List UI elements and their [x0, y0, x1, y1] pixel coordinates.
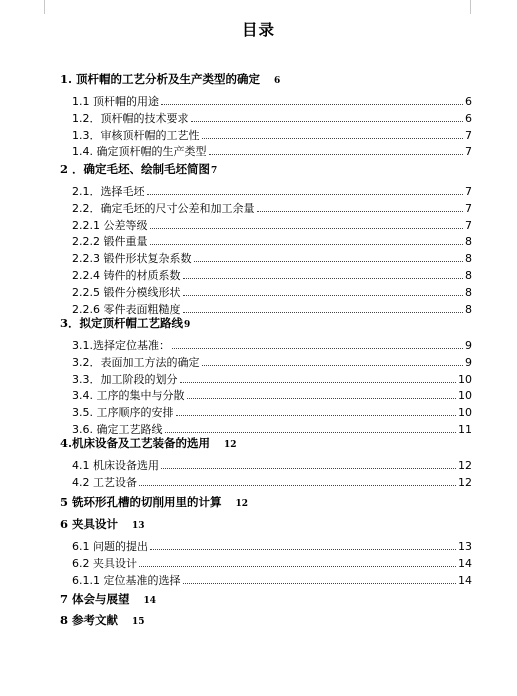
toc-entry-label: 4.2 工艺设备: [72, 475, 137, 489]
toc-entry-label: 3.1.选择定位基准：: [72, 339, 170, 352]
toc-entry[interactable]: [72, 129, 472, 142]
toc-entry-label: 3.2．表面加工方法的确定: [72, 355, 200, 369]
toc-section-page-number: 12: [224, 440, 237, 450]
toc-entry[interactable]: [72, 235, 472, 248]
toc-dot-leader: [183, 312, 464, 313]
toc-entry-page-number: 7: [465, 185, 472, 198]
toc-section-page-number: 15: [132, 617, 145, 627]
toc-entry[interactable]: [72, 112, 472, 125]
toc-entry-label: 6.1.1 定位基准的选择: [72, 573, 181, 587]
toc-dot-leader: [180, 382, 457, 383]
toc-entry-page-number: 8: [465, 302, 472, 316]
toc-entry-page-number: 7: [465, 218, 472, 232]
toc-entry-label: 2.1．选择毛坯: [72, 185, 145, 198]
toc-section-heading[interactable]: [60, 517, 145, 533]
toc-entry-page-number: 12: [458, 475, 472, 489]
toc-dot-leader: [257, 211, 464, 212]
toc-dot-leader: [183, 583, 457, 584]
toc-entry[interactable]: [72, 423, 472, 436]
toc-entry-label: 6.2 夹具设计: [72, 556, 137, 570]
toc-entry[interactable]: [72, 574, 472, 587]
toc-entry[interactable]: [72, 145, 472, 158]
toc-entry-page-number: 6: [465, 111, 472, 125]
toc-entry[interactable]: [72, 459, 472, 472]
toc-section-label: 5 铣环形孔槽的切削用里的计算: [60, 495, 222, 509]
toc-section-page-number: 7: [211, 166, 218, 176]
toc-entry[interactable]: [72, 339, 472, 352]
toc-entry-label: 2.2.6 零件表面粗糙度: [72, 302, 181, 316]
toc-entry-label: 3.6. 确定工艺路线: [72, 423, 163, 436]
toc-dot-leader: [191, 121, 464, 122]
toc-dot-leader: [202, 365, 464, 366]
toc-dot-leader: [209, 154, 464, 155]
toc-entry[interactable]: [72, 406, 472, 419]
toc-dot-leader: [187, 398, 457, 399]
toc-entry-label: 2.2.3 锻件形状复杂系数: [72, 252, 192, 266]
toc-section-heading[interactable]: [60, 72, 280, 88]
toc-entry[interactable]: [72, 303, 472, 316]
toc-entry-label: 2.2.4 铸件的材质系数: [72, 269, 181, 282]
toc-dot-leader: [139, 485, 456, 486]
toc-section-page-number: 9: [184, 320, 191, 330]
toc-entry-page-number: 11: [458, 423, 472, 436]
toc-section-page-number: 12: [235, 499, 249, 509]
toc-entry-label: 2.2.1 公差等级: [72, 218, 148, 232]
toc-section-heading[interactable]: [60, 613, 145, 629]
toc-dot-leader: [183, 295, 464, 296]
page-corner-mark-left: [44, 0, 45, 14]
toc-dot-leader: [150, 244, 464, 245]
toc-entry-label: 1.2．顶杆帽的技术要求: [72, 111, 189, 125]
toc-section-label: 4.机床设备及工艺装备的选用: [60, 436, 211, 450]
toc-entry-label: 3.5. 工序顺序的安排: [72, 406, 174, 420]
toc-entry-page-number: 8: [465, 235, 472, 249]
toc-entry-page-number: 9: [465, 339, 472, 352]
toc-entry[interactable]: [72, 373, 472, 386]
toc-section-label: 3．拟定顶杆帽工艺路线: [60, 316, 184, 330]
toc-entry-page-number: 8: [465, 269, 472, 282]
toc-entry-page-number: 12: [458, 459, 472, 472]
toc-entry-label: 2.2.5 锻件分模线形状: [72, 285, 181, 299]
toc-entry-label: 3.3．加工阶段的划分: [72, 372, 178, 386]
toc-dot-leader: [161, 468, 456, 469]
toc-entry[interactable]: [72, 269, 472, 282]
toc-entry-label: 2.2．确定毛坯的尺寸公差和加工余量: [72, 201, 255, 215]
toc-section-heading[interactable]: [60, 592, 156, 608]
toc-section-label: 6 夹具设计: [60, 517, 119, 531]
page-corner-mark-right: [470, 0, 471, 14]
toc-entry-label: 6.1 问题的提出: [72, 540, 148, 553]
toc-entry[interactable]: [72, 252, 472, 265]
toc-section-label: 1. 顶杆帽的工艺分析及生产类型的确定: [60, 72, 261, 86]
toc-dot-leader: [202, 138, 464, 139]
toc-entry[interactable]: [72, 286, 472, 299]
toc-dot-leader: [194, 261, 464, 262]
toc-section-heading[interactable]: [60, 495, 248, 511]
toc-dot-leader: [147, 194, 464, 195]
toc-entry-page-number: 8: [465, 285, 472, 299]
toc-entry-label: 3.4. 工序的集中与分散: [72, 389, 185, 403]
toc-section-label: 7 体会与展望: [60, 592, 130, 606]
document-title: 目录: [241, 21, 275, 39]
toc-dot-leader: [183, 278, 464, 279]
toc-entry-label: 1.1 顶杆帽的用途: [72, 95, 159, 108]
toc-entry[interactable]: [72, 476, 472, 489]
toc-entry[interactable]: [72, 185, 472, 198]
toc-entry-page-number: 7: [465, 201, 472, 215]
toc-entry-page-number: 14: [458, 573, 472, 587]
toc-entry-page-number: 14: [458, 556, 472, 570]
toc-section-heading[interactable]: [60, 316, 190, 332]
toc-dot-leader: [139, 566, 456, 567]
toc-entry-label: 1.4. 确定顶杆帽的生产类型: [72, 145, 207, 159]
toc-entry[interactable]: [72, 356, 472, 369]
toc-entry-page-number: 13: [458, 540, 472, 553]
toc-section-heading[interactable]: [60, 436, 237, 452]
toc-entry-page-number: 10: [458, 372, 472, 386]
toc-entry[interactable]: [72, 95, 472, 108]
toc-entry-page-number: 10: [458, 389, 472, 403]
toc-entry-label: 1.3．审核顶杆帽的工艺性: [72, 128, 200, 142]
toc-section-label: 2 ．确定毛坯、绘制毛坯简图: [60, 162, 211, 176]
toc-section-label: 8 参考文献: [60, 613, 119, 627]
toc-entry[interactable]: [72, 389, 472, 402]
toc-entry-label: 2.2.2 锻件重量: [72, 235, 148, 249]
toc-entry[interactable]: [72, 540, 472, 553]
toc-entry-page-number: 7: [465, 128, 472, 142]
toc-entry-page-number: 7: [465, 145, 472, 159]
toc-entry[interactable]: [72, 202, 472, 215]
toc-entry-page-number: 10: [458, 406, 472, 420]
toc-entry-page-number: 8: [465, 252, 472, 266]
toc-dot-leader: [165, 432, 457, 433]
toc-dot-leader: [150, 228, 464, 229]
toc-dot-leader: [172, 348, 463, 349]
toc-section-page-number: 14: [143, 596, 157, 606]
toc-section-page-number: 13: [132, 521, 145, 531]
toc-dot-leader: [150, 549, 456, 550]
toc-dot-leader: [161, 104, 463, 105]
toc-section-heading[interactable]: [60, 162, 217, 178]
toc-entry-page-number: 6: [465, 95, 472, 108]
toc-section-page-number: 6: [274, 76, 281, 86]
toc-entry[interactable]: [72, 219, 472, 232]
toc-dot-leader: [176, 415, 457, 416]
toc-entry-page-number: 9: [465, 355, 472, 369]
toc-entry-label: 4.1 机床设备选用: [72, 459, 159, 472]
toc-entry[interactable]: [72, 557, 472, 570]
